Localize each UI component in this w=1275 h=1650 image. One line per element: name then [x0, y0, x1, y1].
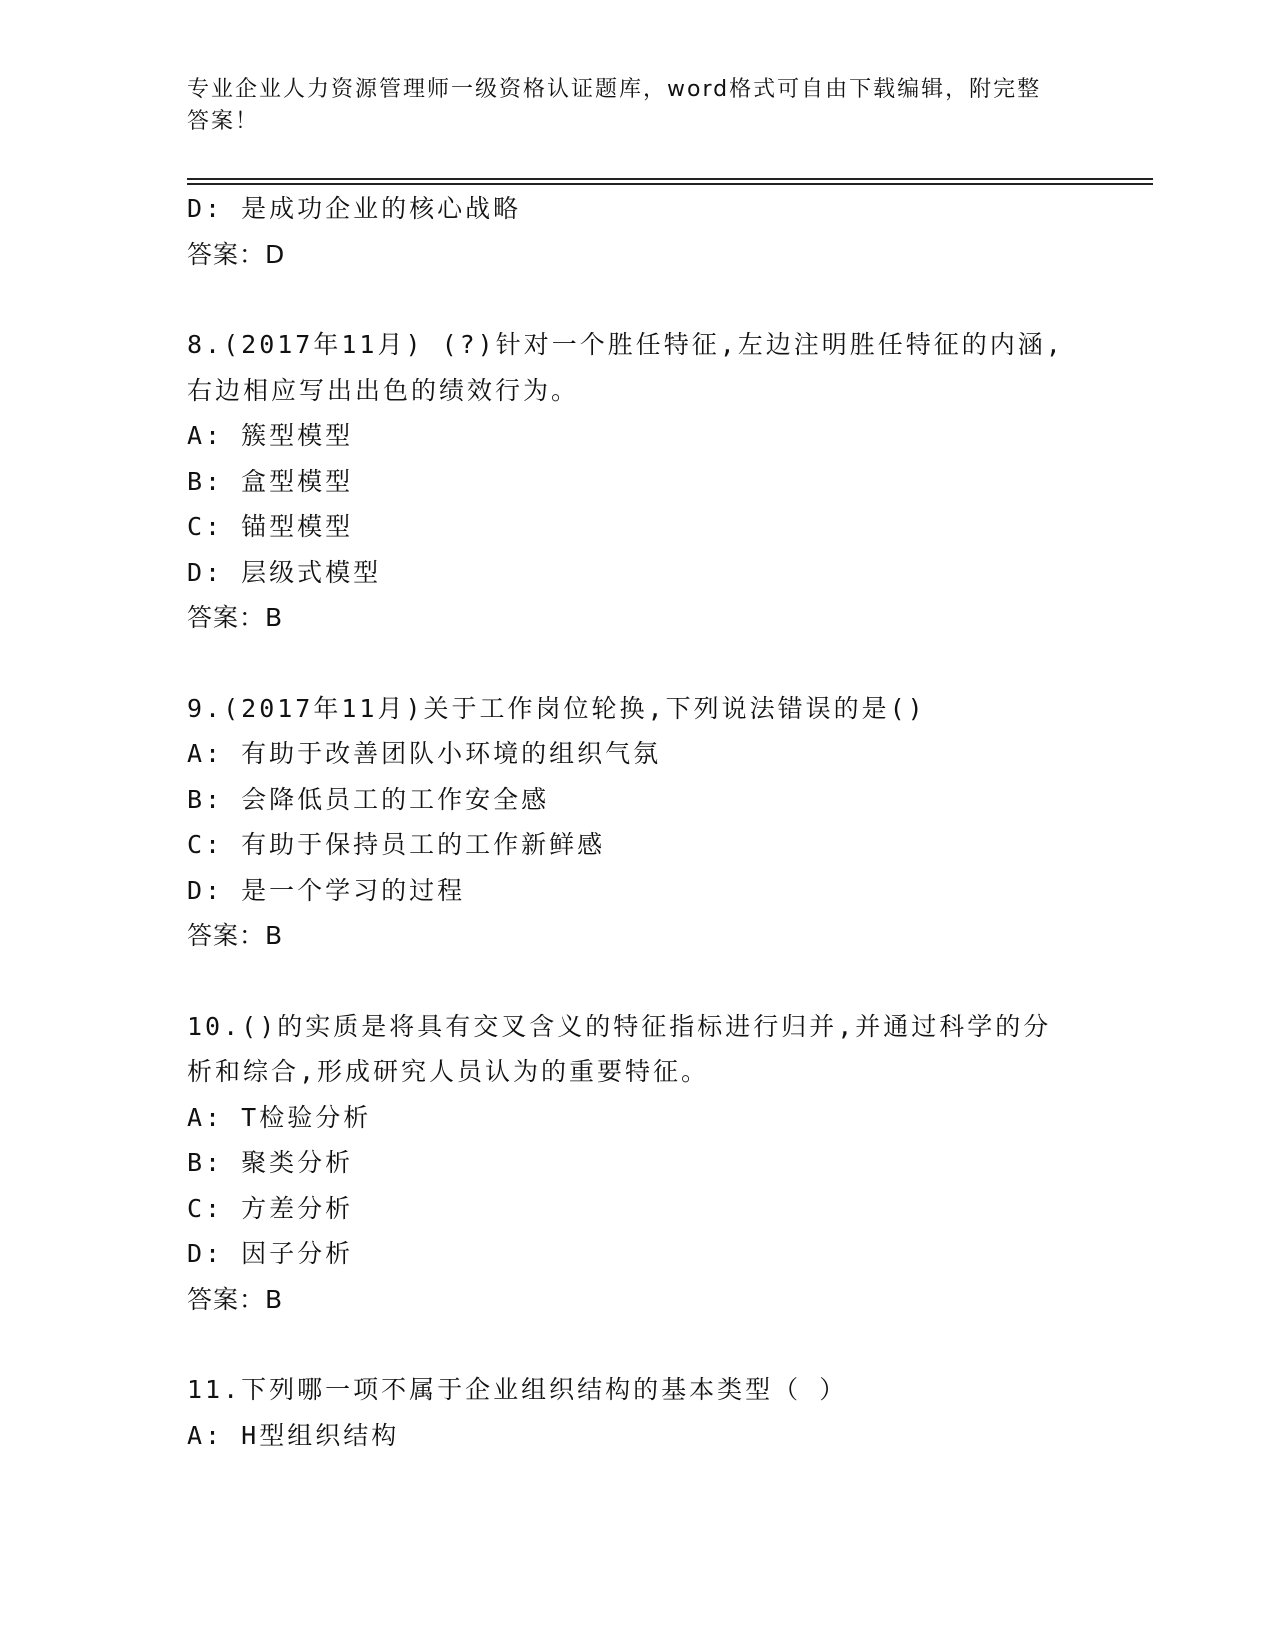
answer-line: 答案：D	[187, 239, 286, 269]
question-text: 10.()的实质是将具有交叉含义的特征指标进行归并,并通过科学的分析和综合,形成研究人员认为的重要特征。	[187, 1011, 1052, 1086]
header-divider-top	[187, 178, 1153, 180]
option-d: D: 层级式模型	[187, 557, 382, 587]
question-7-tail	[187, 186, 1087, 277]
option-d: D: 是成功企业的核心战略	[187, 194, 522, 223]
option-a: A: 簇型模型	[187, 421, 354, 450]
option-c: C: 有助于保持员工的工作新鲜感	[187, 830, 606, 859]
option-d: D: 是一个学习的过程	[187, 875, 466, 905]
option-a: A: T检验分析	[187, 1102, 372, 1132]
answer-line: 答案：B	[187, 1284, 284, 1314]
page-header	[187, 74, 1067, 138]
question-list	[187, 186, 1087, 1458]
option-c: C: 锚型模型	[187, 512, 354, 541]
header-divider-bottom	[187, 183, 1153, 185]
header-line-2: 答案！	[187, 109, 260, 134]
question-text: 8.(2017年11月) (?)针对一个胜任特征,左边注明胜任特征的内涵,右边相应写出出色的绩效行为。	[187, 330, 1064, 405]
answer-line: 答案：B	[187, 921, 284, 950]
question-8	[187, 322, 1087, 641]
option-b: B: 会降低员工的工作安全感	[187, 784, 550, 814]
question-9	[187, 686, 1087, 959]
question-text: 9.(2017年11月)关于工作岗位轮换,下列说法错误的是()	[187, 693, 926, 723]
option-a: A: H型组织结构	[187, 1420, 400, 1450]
option-b: B: 聚类分析	[187, 1148, 354, 1177]
option-b: B: 盒型模型	[187, 466, 354, 496]
question-11	[187, 1367, 1087, 1458]
option-d: D: 因子分析	[187, 1239, 354, 1268]
header-line-1: 专业企业人力资源管理师一级资格认证题库，word格式可自由下载编辑，附完整	[187, 77, 1042, 102]
question-10	[187, 1004, 1087, 1323]
option-c: C: 方差分析	[187, 1193, 354, 1223]
answer-line: 答案：B	[187, 603, 284, 632]
option-a: A: 有助于改善团队小环境的组织气氛	[187, 739, 662, 768]
question-text: 11.下列哪一项不属于企业组织结构的基本类型（ ）	[187, 1375, 848, 1404]
